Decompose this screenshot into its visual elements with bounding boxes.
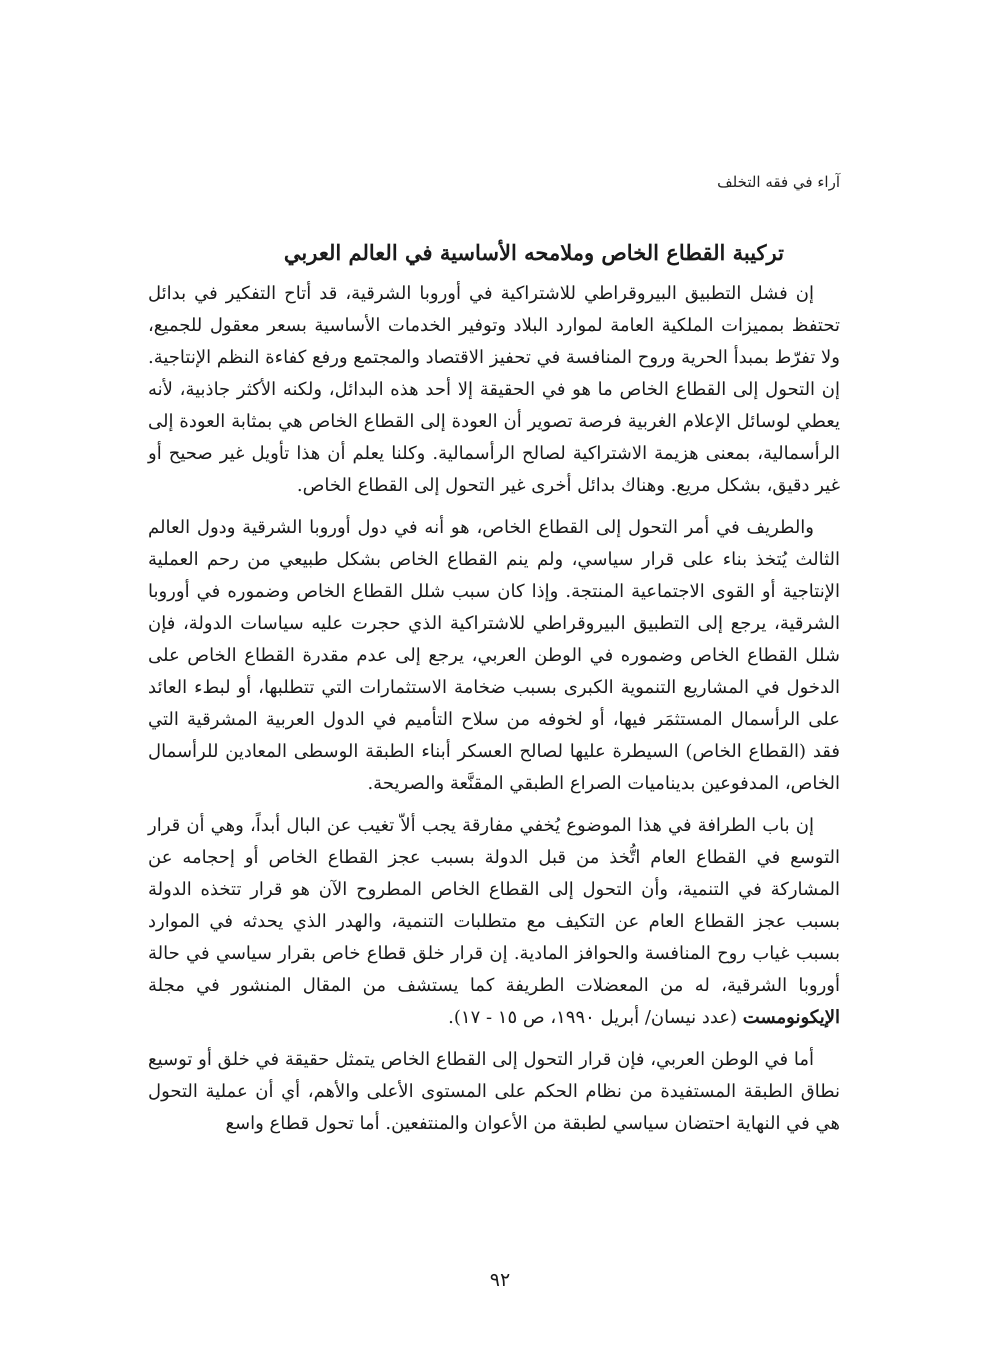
page-number: ٩٢ bbox=[489, 1269, 511, 1291]
running-header: آراء في فقه التخلف bbox=[717, 173, 840, 191]
paragraph-4: أما في الوطن العربي، فإن قرار التحول إلى القطاع الخاص يتمثل حقيقة في خلق أو توسيع نطاق الطبقة المستفيدة من نظام الحكم على المستوى الأعلى والأهم، أي أن عملية التحول هي في النهاية احتضان سياسي لطبقة من الأعوان والمنتفعين. أما تحول قطاع واسع bbox=[148, 1049, 840, 1134]
paragraph-3-citation: (عدد نيسان/ أبريل ١٩٩٠، ص ١٥ - ١٧). bbox=[448, 1007, 738, 1028]
journal-name: الإيكونومست bbox=[742, 1007, 840, 1028]
page-body bbox=[148, 170, 840, 1150]
paragraph-3-text: إن باب الطرافة في هذا الموضوع يُخفي مفارقة يجب ألاّ تغيب عن البال أبداً، وهي أن قرار التوسع في القطاع العام اتُّخذ من قبل الدولة بسبب عجز القطاع الخاص أو إحجامه عن المشاركة في التنمية، وأن التحول إلى القطاع الخاص المطروح الآن هو قرار تتخذه الدولة بسبب عجز القطاع العام عن التكيف مع متطلبات التنمية، والهدر الذي يحدثه في الموارد بسبب غياب روح المنافسة والحوافز المادية. إن قرار خلق قطاع خاص بقرار سياسي في حالة أوروبا الشرقية، له من المعضلات الطريفة كما يستشف من المقال المنشور في مجلة bbox=[148, 815, 840, 996]
paragraph-1: إن فشل التطبيق البيروقراطي للاشتراكية في أوروبا الشرقية، قد أتاح التفكير في بدائل تحتفظ بمميزات الملكية العامة لموارد البلاد وتوفير الخدمات الأساسية بسعر معقول للجميع، ولا تفرّط بمبدأ الحرية وروح المنافسة في تحفيز الاقتصاد والمجتمع ورفع كفاءة النظم الإنتاجية. إن التحول إلى القطاع الخاص ما هو في الحقيقة إلا أحد هذه البدائل، ولكنه الأكثر جاذبية، لأنه يعطي لوسائل الإعلام الغربية فرصة تصوير أن العودة إلى القطاع الخاص هي بمثابة العودة إلى الرأسمالية، بمعنى هزيمة الاشتراكية لصالح الرأسمالية. وكلنا يعلم أن هذا تأويل غير صحيح أو غير دقيق، بشكل مريع. وهناك بدائل أخرى غير التحول إلى القطاع الخاص. bbox=[148, 283, 840, 496]
paragraph-3 bbox=[148, 810, 840, 1034]
section-title: تركيبة القطاع الخاص وملامحه الأساسية في العالم العربي bbox=[283, 240, 784, 265]
paragraph-2: والطريف في أمر التحول إلى القطاع الخاص، هو أنه في دول أوروبا الشرقية ودول العالم الثالث يُتخذ بناء على قرار سياسي، ولم ينم القطاع الخاص بشكل طبيعي من رحم العملية الإنتاجية أو القوى الاجتماعية المنتجة. وإذا كان سبب شلل القطاع الخاص وضموره في أوروبا الشرقية، يرجع إلى التطبيق البيروقراطي للاشتراكية الذي حجرت عليه سياسات الدولة، فإن شلل القطاع الخاص وضموره في الوطن العربي، يرجع إلى عدم مقدرة القطاع الخاص على الدخول في المشاريع التنموية الكبرى بسبب ضخامة الاستثمارات التي تتطلبها، أو لبطء العائد على الرأسمال المستثمَر فيها، أو لخوفه من سلاح التأميم في الدول العربية المشرقية التي فقد (القطاع الخاص) السيطرة عليها لصالح العسكر أبناء الطبقة الوسطى المعادين للرأسمال الخاص، المدفوعين بديناميات الصراع الطبقي المقنَّعة والصريحة. bbox=[148, 517, 840, 794]
